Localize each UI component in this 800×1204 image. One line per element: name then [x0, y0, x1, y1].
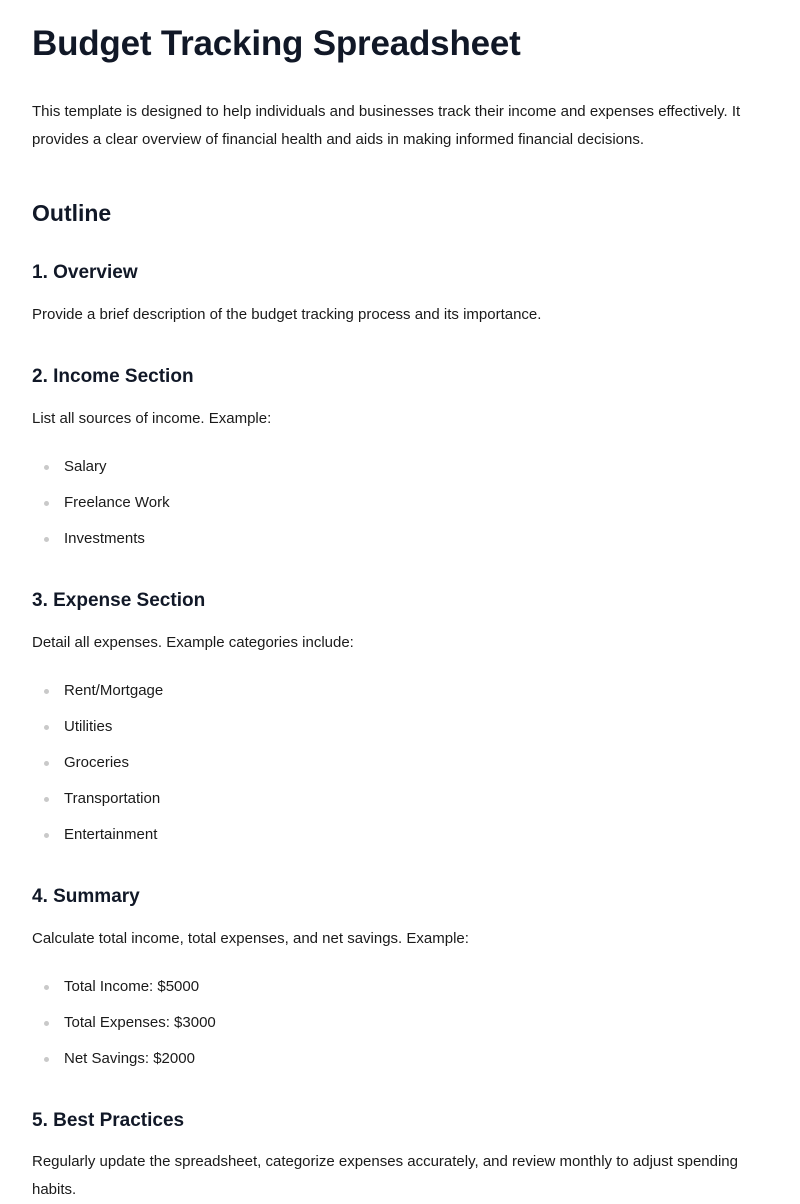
section-body: Regularly update the spreadsheet, categorize expenses accurately, and review monthly to adjust spending habits. — [32, 1153, 738, 1198]
section-overview — [32, 261, 772, 329]
section-heading: 5. Best Practices — [32, 1110, 185, 1131]
list-item: Utilities — [32, 709, 772, 745]
section-body: Calculate total income, total expenses, and net savings. Example: — [32, 930, 469, 947]
list-item: Net Savings: $2000 — [32, 1041, 772, 1077]
list-item: Transportation — [32, 781, 772, 817]
section-income — [32, 365, 772, 557]
section-best-practices — [32, 1109, 772, 1204]
section-heading: 4. Summary — [32, 886, 140, 907]
intro-paragraph: This template is designed to help individuals and businesses track their income and expenses effectively. It provides a clear overview of financial health and aids in making informed financial decisions. — [32, 103, 741, 148]
list-item: Investments — [32, 521, 772, 557]
section-summary — [32, 885, 772, 1077]
section-body: Provide a brief description of the budget tracking process and its importance. — [32, 306, 542, 323]
section-body: Detail all expenses. Example categories include: — [32, 634, 354, 651]
section-heading: 1. Overview — [32, 262, 138, 283]
list-item: Freelance Work — [32, 485, 772, 521]
page-title: Budget Tracking Spreadsheet — [32, 24, 521, 63]
list-item: Groceries — [32, 745, 772, 781]
section-heading: 2. Income Section — [32, 366, 194, 387]
list-item: Total Income: $5000 — [32, 969, 772, 1005]
outline-heading: Outline — [32, 200, 112, 226]
section-body: List all sources of income. Example: — [32, 410, 272, 427]
list-item: Total Expenses: $3000 — [32, 1005, 772, 1041]
expense-list — [32, 673, 772, 853]
list-item: Entertainment — [32, 817, 772, 853]
list-item: Rent/Mortgage — [32, 673, 772, 709]
section-expense — [32, 589, 772, 853]
summary-list — [32, 969, 772, 1077]
list-item: Salary — [32, 449, 772, 485]
section-heading: 3. Expense Section — [32, 590, 206, 611]
income-list — [32, 449, 772, 557]
